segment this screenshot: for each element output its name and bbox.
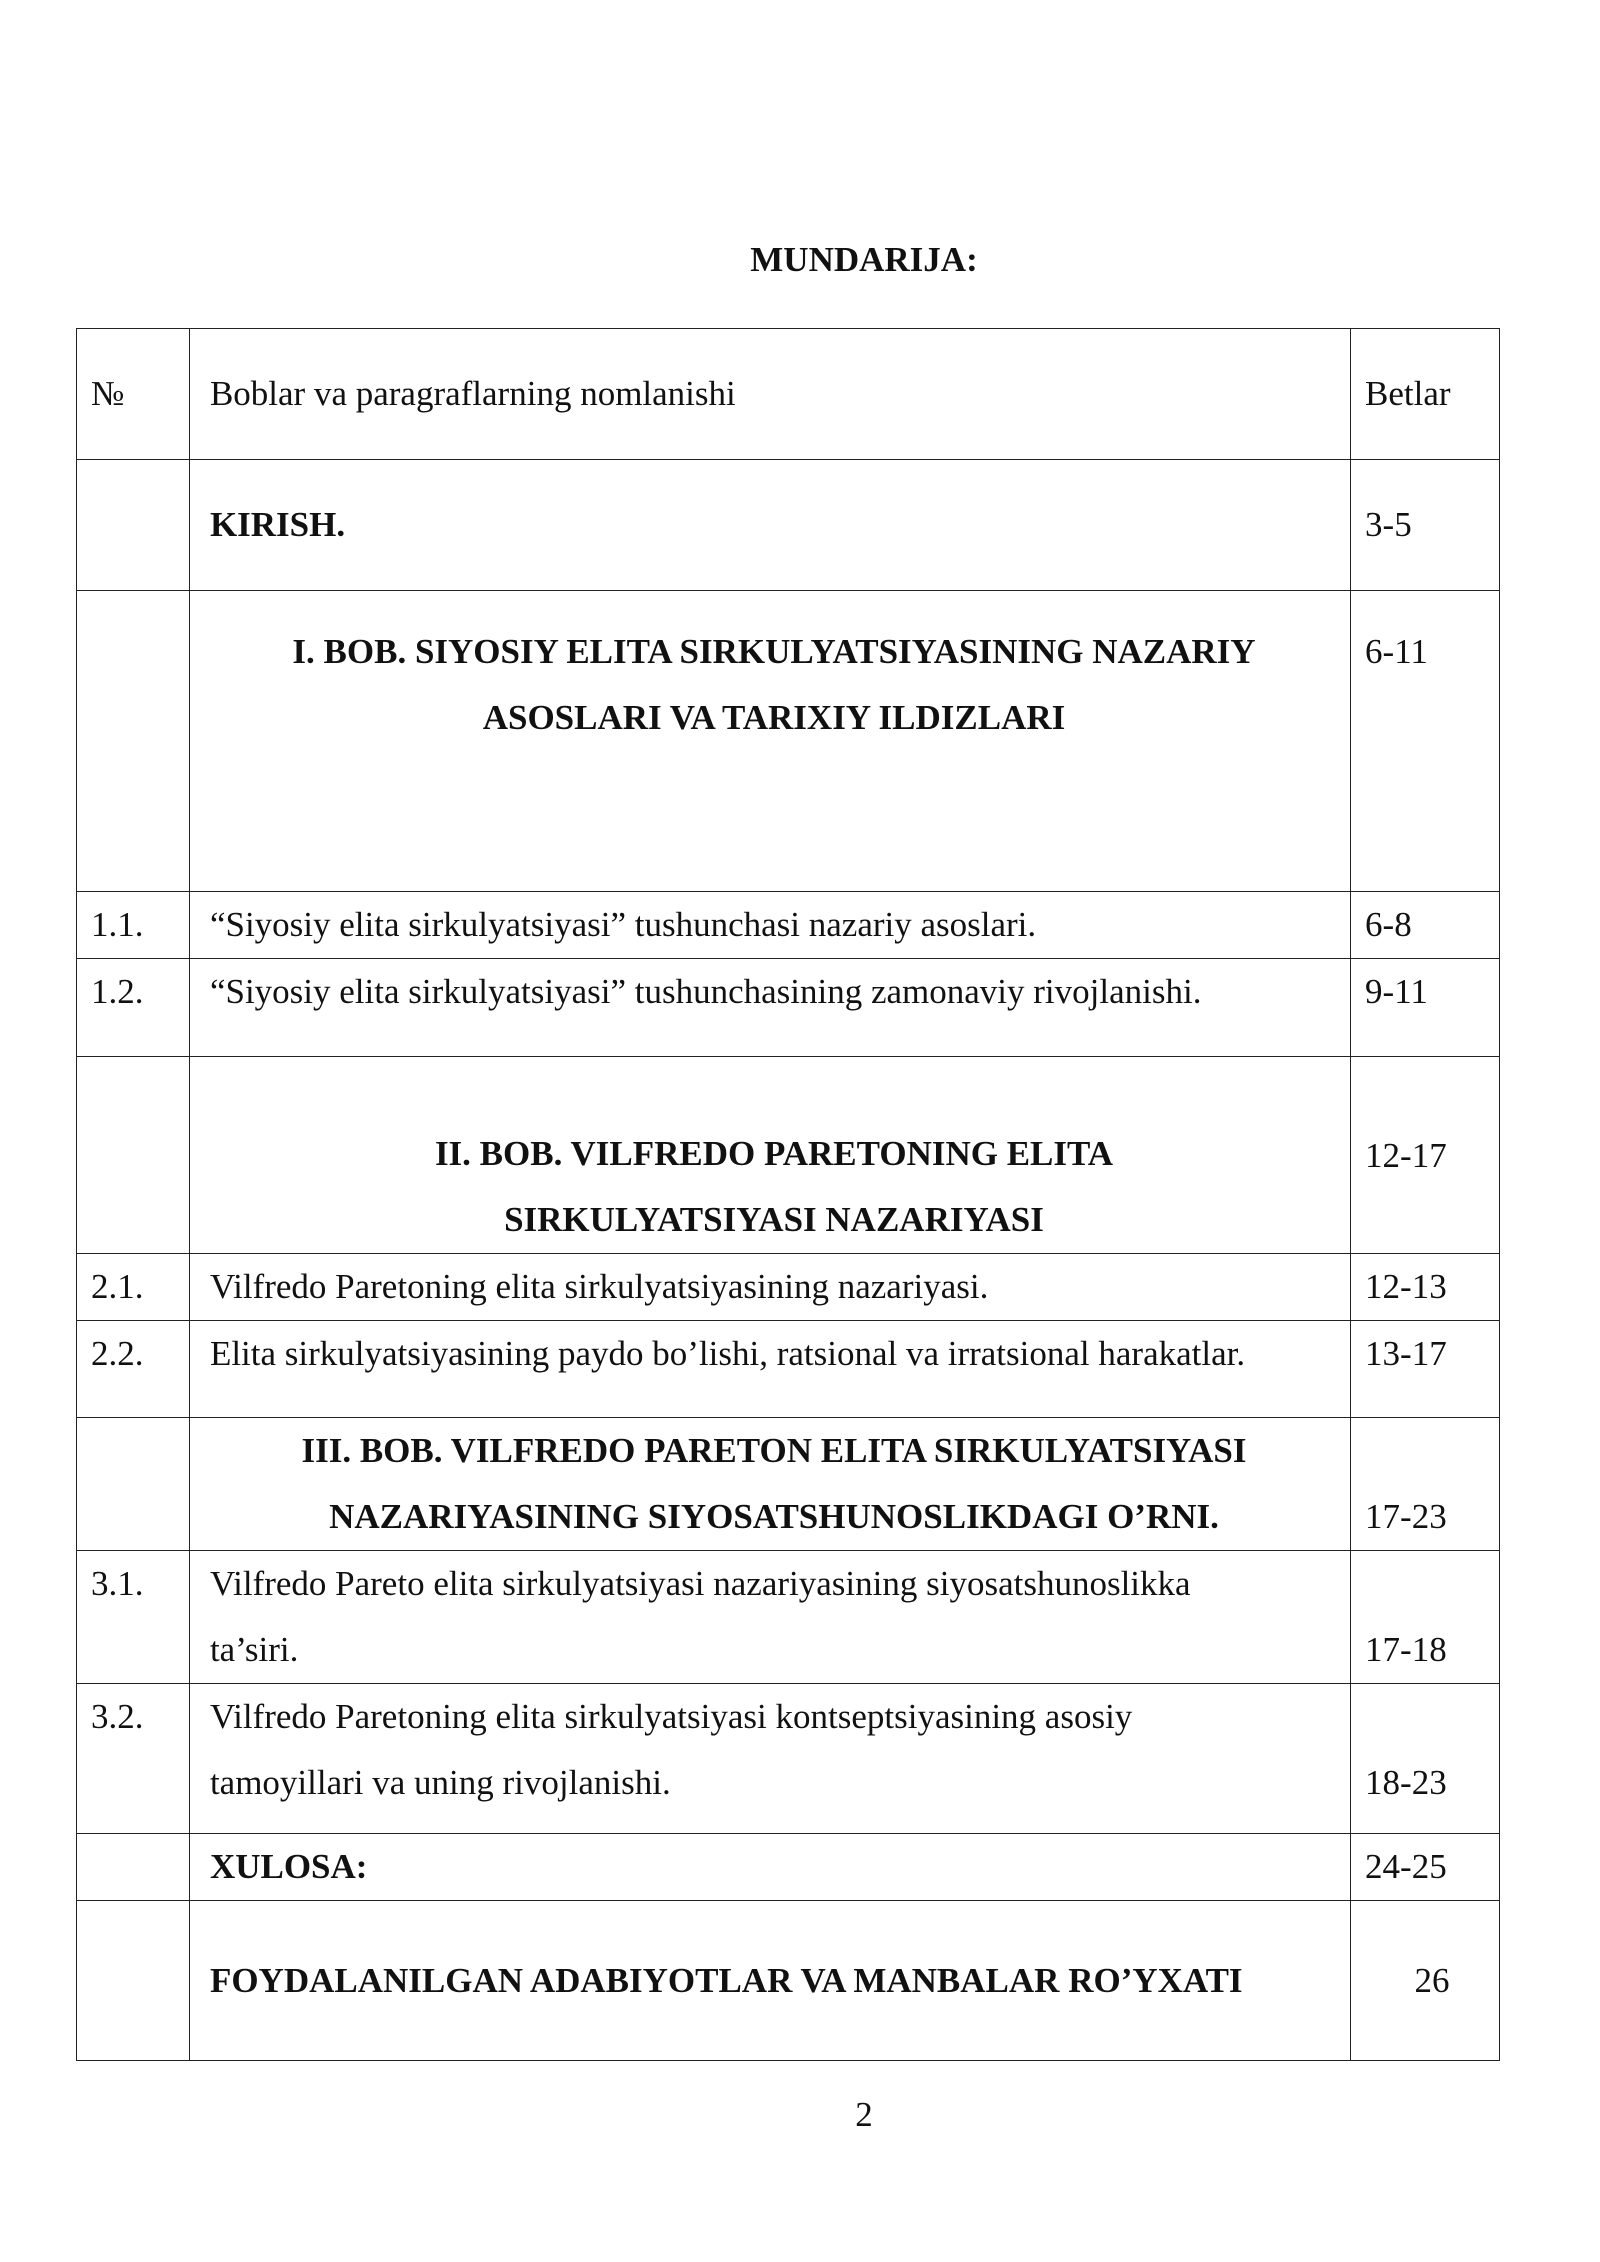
row-title: Vilfredo Paretoning elita sirkulyatsiyasining nazariyasi.	[189, 1254, 1350, 1321]
table-row	[77, 1901, 1500, 2061]
row-pages: 12-13	[1351, 1254, 1500, 1321]
header-title: Boblar va paragraflarning nomlanishi	[189, 329, 1350, 460]
row-title-line: NAZARIYASINING SIYOSATSHUNOSLIKDAGI O’RNI.	[329, 1497, 1219, 1536]
row-pages: 26	[1351, 1901, 1500, 2061]
row-title-line: I. BOB. SIYOSIY ELITA SIRKULYATSIYASINING NAZARIY	[292, 632, 1256, 671]
row-title: KIRISH.	[189, 460, 1350, 591]
row-pages: 17-18	[1351, 1551, 1500, 1684]
table-row	[77, 1684, 1500, 1834]
row-title: Elita sirkulyatsiyasining paydo bo’lishi, ratsional va irratsional harakatlar.	[189, 1321, 1350, 1418]
row-number: 3.1.	[77, 1551, 190, 1684]
table-row	[77, 959, 1500, 1057]
row-pages: 3-5	[1351, 460, 1500, 591]
row-title-line: II. BOB. VILFREDO PARETONING ELITA	[434, 1134, 1114, 1173]
table-row	[77, 1551, 1500, 1684]
table-row	[77, 591, 1500, 892]
table-row	[77, 460, 1500, 591]
table-row	[77, 1834, 1500, 1901]
row-number	[77, 1834, 190, 1901]
page-number: 2	[855, 2095, 873, 2134]
row-number	[77, 1901, 190, 2061]
header-number: №	[77, 329, 190, 460]
row-title: “Siyosiy elita sirkulyatsiyasi” tushunchasining zamonaviy rivojlanishi.	[189, 959, 1350, 1057]
row-number	[77, 460, 190, 591]
row-title: XULOSA:	[189, 1834, 1350, 1901]
row-number: 3.2.	[77, 1684, 190, 1834]
row-title-line: tamoyillari va uning rivojlanishi.	[209, 1763, 671, 1802]
row-title	[189, 1551, 1350, 1684]
row-pages: 18-23	[1351, 1684, 1500, 1834]
row-title: FOYDALANILGAN ADABIYOTLAR VA MANBALAR RO’YXATI	[189, 1901, 1350, 2061]
page-title: MUNDARIJA:	[750, 240, 978, 279]
row-title-line: Vilfredo Pareto elita sirkulyatsiyasi nazariyasining siyosatshunoslikka	[209, 1564, 1191, 1603]
row-number	[77, 1418, 190, 1551]
row-pages: 6-8	[1351, 892, 1500, 959]
row-pages: 9-11	[1351, 959, 1500, 1057]
header-pages: Betlar	[1351, 329, 1500, 460]
table-row	[77, 892, 1500, 959]
row-pages: 17-23	[1351, 1418, 1500, 1551]
row-pages: 24-25	[1351, 1834, 1500, 1901]
row-title-line: III. BOB. VILFREDO PARETON ELITA SIRKULYATSIYASI	[301, 1431, 1247, 1470]
row-title-line: Vilfredo Paretoning elita sirkulyatsiyasi kontseptsiyasining asosiy	[209, 1697, 1133, 1736]
row-number: 1.2.	[77, 959, 190, 1057]
row-number: 1.1.	[77, 892, 190, 959]
row-title-line: ASOSLARI VA TARIXIY ILDIZLARI	[482, 698, 1066, 737]
row-title	[189, 1418, 1350, 1551]
row-pages: 13-17	[1351, 1321, 1500, 1418]
row-title	[189, 1684, 1350, 1834]
table-row	[77, 1321, 1500, 1418]
row-title-line: ta’siri.	[209, 1630, 299, 1669]
row-pages: 6-11	[1351, 591, 1500, 892]
row-pages: 12-17	[1351, 1057, 1500, 1254]
row-title	[189, 591, 1350, 892]
row-title-line: SIRKULYATSIYASI NAZARIYASI	[504, 1200, 1044, 1239]
row-number: 2.2.	[77, 1321, 190, 1418]
row-title: “Siyosiy elita sirkulyatsiyasi” tushunchasi nazariy asoslari.	[189, 892, 1350, 959]
table-header-row	[77, 329, 1500, 460]
table-row	[77, 1418, 1500, 1551]
row-title	[189, 1057, 1350, 1254]
contents-table	[76, 328, 1500, 2061]
row-number: 2.1.	[77, 1254, 190, 1321]
row-number	[77, 591, 190, 892]
row-number	[77, 1057, 190, 1254]
table-row	[77, 1057, 1500, 1254]
table-row	[77, 1254, 1500, 1321]
